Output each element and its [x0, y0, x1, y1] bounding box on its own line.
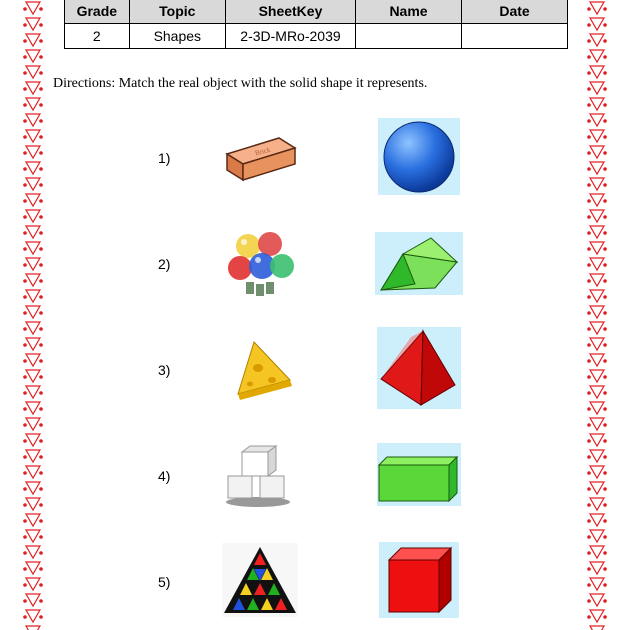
decorative-border-left	[22, 0, 44, 630]
decorative-border-right	[586, 0, 608, 630]
light-bulbs-icon	[226, 230, 296, 300]
pyramid-puzzle-icon	[222, 543, 298, 617]
header-date: Date	[462, 0, 568, 24]
item-number: 3)	[158, 362, 171, 378]
name-field[interactable]	[356, 24, 462, 49]
sphere-icon	[378, 118, 460, 195]
pyramid-shape[interactable]	[377, 327, 461, 409]
sugar-cubes-icon	[222, 442, 294, 508]
header-row	[65, 0, 568, 24]
grade-value: 2	[65, 24, 130, 49]
header-topic: Topic	[129, 0, 225, 24]
sheetkey-value: 2-3D-MRo-2039	[225, 24, 355, 49]
brick-icon	[225, 132, 297, 182]
header-sheetkey: SheetKey	[225, 0, 355, 24]
values-row	[65, 24, 568, 49]
header-grade: Grade	[65, 0, 130, 24]
header-table	[64, 0, 568, 49]
header-name: Name	[356, 0, 462, 24]
cube-icon	[379, 542, 459, 618]
item-number: 5)	[158, 574, 171, 590]
sphere-shape[interactable]	[378, 118, 460, 195]
rectangular-prism-shape[interactable]	[377, 443, 461, 506]
topic-value: Shapes	[129, 24, 225, 49]
triangular-prism-shape[interactable]	[375, 232, 463, 295]
rectangular-prism-icon	[377, 443, 461, 506]
item-number: 1)	[158, 150, 171, 166]
brick-label: Brick	[254, 145, 272, 158]
directions-text: Directions: Match the real object with the solid shape it represents.	[53, 76, 428, 91]
item-number: 4)	[158, 468, 171, 484]
cube-shape[interactable]	[379, 542, 459, 618]
item-number: 2)	[158, 256, 171, 272]
triangular-prism-icon	[375, 232, 463, 295]
date-field[interactable]	[462, 24, 568, 49]
pyramid-icon	[377, 327, 461, 409]
cheese-wedge-icon	[228, 338, 294, 402]
